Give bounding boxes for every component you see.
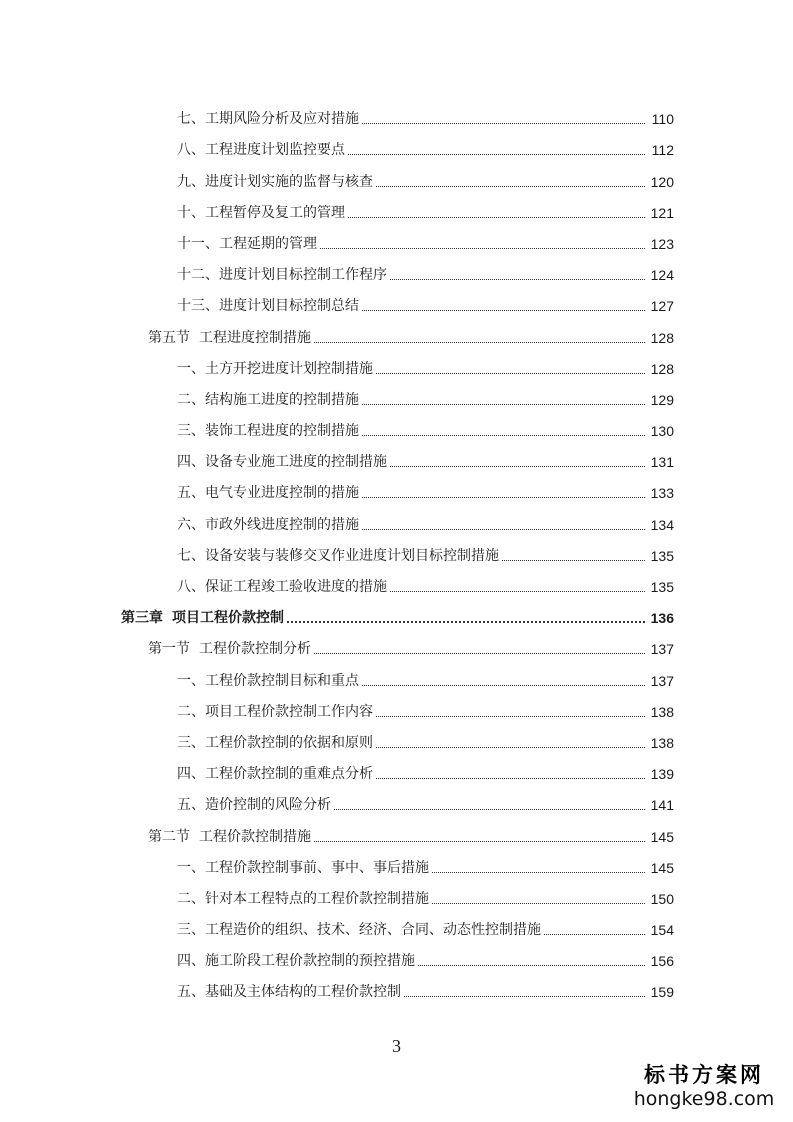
toc-page-number: 135 xyxy=(650,579,674,595)
toc-entry-title xyxy=(177,421,359,441)
toc-page-number: 110 xyxy=(651,111,674,128)
toc-dot-leader xyxy=(390,279,645,280)
toc-entry-text: 工程进度计划监控要点 xyxy=(205,142,345,159)
toc-entry-title xyxy=(177,764,373,784)
toc-section-entry xyxy=(0,628,793,659)
toc-entry-title xyxy=(177,109,359,129)
toc-entry-number: 五、 xyxy=(177,797,205,814)
toc-page-number: 145 xyxy=(650,828,674,845)
toc-page-number: 137 xyxy=(650,672,674,689)
toc-entry-text: 工程价款控制的依据和原则 xyxy=(205,734,373,751)
toc-page-number: 141 xyxy=(650,797,674,814)
toc-dot-leader xyxy=(348,217,645,218)
toc-page-number: 145 xyxy=(650,859,674,876)
toc-item-entry xyxy=(0,691,793,722)
toc-entry-number: 四、 xyxy=(177,953,205,970)
toc-entry-number: 二、 xyxy=(177,703,205,720)
toc-entry-text: 进度计划目标控制工作程序 xyxy=(219,267,387,284)
toc-dot-leader xyxy=(348,154,645,155)
toc-entry-title xyxy=(177,483,359,503)
toc-item-entry xyxy=(0,472,793,503)
toc-dot-leader xyxy=(320,248,645,249)
toc-page-number: 112 xyxy=(651,142,674,159)
toc-entry-number: 三、 xyxy=(177,423,205,440)
toc-entry-title xyxy=(177,390,359,410)
toc-entry-number: 五、 xyxy=(177,485,205,502)
toc-page-number: 128 xyxy=(650,329,674,346)
toc-page-number: 121 xyxy=(650,204,674,221)
toc-item-entry xyxy=(0,971,793,1002)
toc-dot-leader xyxy=(362,123,645,124)
toc-page-number: 131 xyxy=(650,454,674,471)
watermark-brand: 标书方案网 xyxy=(644,1063,764,1087)
toc-page-number: 159 xyxy=(650,984,674,1001)
toc-entry-title xyxy=(177,733,373,753)
toc-entry-text: 市政外线进度控制的措施 xyxy=(205,516,359,533)
toc-entry-title xyxy=(177,858,429,878)
toc-entry-number: 五、 xyxy=(177,984,205,1001)
toc-entry-text: 电气专业进度控制的措施 xyxy=(205,485,359,502)
toc-entry-text: 施工阶段工程价款控制的预控措施 xyxy=(205,953,415,970)
toc-entry-text: 保证工程竣工验收进度的措施 xyxy=(205,579,387,595)
watermark-url: hongke98.com xyxy=(633,1088,775,1110)
toc-entry-number: 十、 xyxy=(177,204,205,221)
toc-dot-leader xyxy=(287,621,645,623)
toc-item-entry xyxy=(0,722,793,753)
toc-item-entry xyxy=(0,192,793,223)
toc-page-number: 133 xyxy=(650,485,674,502)
toc-entry-number: 十二、 xyxy=(177,267,219,284)
toc-item-entry xyxy=(0,940,793,971)
toc-page-number: 135 xyxy=(650,547,674,564)
toc-entry-number: 七、 xyxy=(177,547,205,564)
toc-entry-text: 进度计划实施的监督与核查 xyxy=(205,173,373,190)
toc-entry-title xyxy=(121,608,284,628)
toc-entry-number: 第三章 xyxy=(121,610,163,627)
toc-entry-number: 四、 xyxy=(177,766,205,783)
toc-entry-title xyxy=(148,639,311,659)
toc-dot-leader xyxy=(544,934,645,935)
toc-entry-number: 一、 xyxy=(177,859,205,876)
toc-entry-text: 工程价款控制事前、事中、事后措施 xyxy=(205,859,429,876)
toc-entry-text: 结构施工进度的控制措施 xyxy=(205,391,359,408)
toc-dot-leader xyxy=(376,716,645,717)
table-of-contents xyxy=(0,98,793,1002)
toc-entry-number: 一、 xyxy=(177,360,205,377)
toc-entry-number: 第二节 xyxy=(148,828,190,845)
toc-entry-title xyxy=(177,515,359,535)
toc-entry-title xyxy=(177,702,373,722)
toc-entry-title xyxy=(177,982,401,1002)
toc-page-number: 150 xyxy=(650,890,674,907)
toc-dot-leader xyxy=(376,186,645,187)
toc-dot-leader xyxy=(314,653,645,654)
toc-item-entry xyxy=(0,503,793,534)
toc-entry-text: 工程价款控制的重难点分析 xyxy=(205,766,373,783)
toc-section-entry xyxy=(0,316,793,347)
toc-entry-title xyxy=(177,234,317,254)
toc-entry-number: 四、 xyxy=(177,454,205,471)
watermark-logo xyxy=(629,1062,779,1110)
toc-item-entry xyxy=(0,909,793,940)
toc-item-entry xyxy=(0,535,793,566)
toc-item-entry xyxy=(0,847,793,878)
toc-item-entry xyxy=(0,566,793,597)
toc-entry-text: 工程暂停及复工的管理 xyxy=(205,204,345,221)
toc-entry-number: 三、 xyxy=(177,922,205,939)
toc-entry-title xyxy=(177,203,345,223)
toc-entry-text: 工程进度控制措施 xyxy=(199,329,311,346)
page-number: 3 xyxy=(392,1036,401,1056)
toc-dot-leader xyxy=(314,342,645,343)
toc-page-number: 130 xyxy=(650,423,674,440)
toc-section-entry xyxy=(0,815,793,846)
toc-entry-number: 二、 xyxy=(177,391,205,408)
toc-item-entry xyxy=(0,98,793,129)
toc-entry-text: 装饰工程进度的控制措施 xyxy=(205,423,359,440)
toc-entry-text: 设备专业施工进度的控制措施 xyxy=(205,454,387,471)
toc-page-number: 154 xyxy=(650,922,674,939)
toc-entry-text: 工程价款控制目标和重点 xyxy=(205,672,359,689)
toc-item-entry xyxy=(0,441,793,472)
toc-page-number: 136 xyxy=(650,610,674,627)
toc-entry-text: 工程价款控制分析 xyxy=(199,641,311,658)
toc-page-number: 138 xyxy=(650,703,674,720)
toc-page-number: 127 xyxy=(650,298,674,315)
toc-entry-number: 第一节 xyxy=(148,641,190,658)
toc-item-entry xyxy=(0,254,793,285)
toc-dot-leader xyxy=(362,435,645,436)
toc-entry-title xyxy=(177,577,387,597)
toc-item-entry xyxy=(0,348,793,379)
toc-entry-title xyxy=(148,827,311,847)
toc-entry-title xyxy=(148,328,311,348)
toc-entry-text: 工程造价的组织、技术、经济、合同、动态性控制措施 xyxy=(205,922,541,939)
toc-item-entry xyxy=(0,410,793,441)
toc-dot-leader xyxy=(362,529,645,530)
toc-item-entry xyxy=(0,379,793,410)
toc-dot-leader xyxy=(502,560,645,561)
toc-entry-title xyxy=(177,265,387,285)
toc-dot-leader xyxy=(362,310,645,311)
toc-dot-leader xyxy=(390,466,645,467)
toc-dot-leader xyxy=(362,685,645,686)
toc-entry-number: 三、 xyxy=(177,734,205,751)
toc-chapter-entry xyxy=(0,597,793,628)
toc-page-number: 124 xyxy=(650,267,674,284)
toc-item-entry xyxy=(0,659,793,690)
toc-entry-number: 十三、 xyxy=(177,298,219,315)
toc-dot-leader xyxy=(376,778,645,779)
toc-entry-number: 七、 xyxy=(177,111,205,128)
toc-entry-text: 工程价款控制措施 xyxy=(199,828,311,845)
toc-entry-text: 基础及主体结构的工程价款控制 xyxy=(205,984,401,1001)
toc-item-entry xyxy=(0,129,793,160)
toc-entry-title xyxy=(177,795,331,815)
toc-entry-number: 九、 xyxy=(177,173,205,190)
toc-entry-text: 工程延期的管理 xyxy=(219,235,317,252)
toc-entry-number: 二、 xyxy=(177,890,205,907)
toc-dot-leader xyxy=(404,996,645,997)
toc-entry-text: 项目工程价款控制工作内容 xyxy=(205,703,373,720)
toc-page-number: 120 xyxy=(650,173,674,190)
toc-entry-title xyxy=(177,546,499,566)
toc-entry-text: 造价控制的风险分析 xyxy=(205,797,331,814)
toc-page-number: 138 xyxy=(650,734,674,751)
toc-entry-number: 第五节 xyxy=(148,329,190,346)
toc-dot-leader xyxy=(432,872,645,873)
toc-entry-number: 六、 xyxy=(177,516,205,533)
toc-entry-number: 十一、 xyxy=(177,235,219,252)
toc-page-number: 128 xyxy=(650,360,674,377)
toc-item-entry xyxy=(0,223,793,254)
toc-item-entry xyxy=(0,753,793,784)
toc-item-entry xyxy=(0,878,793,909)
toc-dot-leader xyxy=(418,965,645,966)
toc-page-number: 134 xyxy=(650,516,674,533)
toc-entry-number: 八、 xyxy=(177,579,205,595)
toc-entry-title xyxy=(177,140,345,160)
toc-entry-text: 针对本工程特点的工程价款控制措施 xyxy=(205,890,429,907)
toc-page-number: 123 xyxy=(650,235,674,252)
toc-page-number: 156 xyxy=(650,953,674,970)
toc-item-entry xyxy=(0,160,793,191)
toc-dot-leader xyxy=(334,809,645,810)
toc-entry-title xyxy=(177,951,415,971)
toc-entry-title xyxy=(177,920,541,940)
toc-entry-title xyxy=(177,671,359,691)
toc-item-entry xyxy=(0,784,793,815)
toc-entry-title xyxy=(177,172,373,192)
toc-entry-number: 八、 xyxy=(177,142,205,159)
toc-dot-leader xyxy=(432,903,645,904)
toc-entry-title xyxy=(177,452,387,472)
toc-entry-text: 项目工程价款控制 xyxy=(172,610,284,627)
toc-dot-leader xyxy=(362,497,645,498)
toc-entry-title xyxy=(177,889,429,909)
toc-entry-text: 工期风险分析及应对措施 xyxy=(205,111,359,128)
toc-entry-title xyxy=(177,359,373,379)
toc-page-number: 139 xyxy=(650,766,674,783)
toc-item-entry xyxy=(0,285,793,316)
toc-entry-text: 进度计划目标控制总结 xyxy=(219,298,359,315)
toc-dot-leader xyxy=(314,841,645,842)
toc-entry-number: 一、 xyxy=(177,672,205,689)
toc-dot-leader xyxy=(376,747,645,748)
toc-entry-text: 设备安装与装修交叉作业进度计划目标控制措施 xyxy=(205,547,499,564)
toc-dot-leader xyxy=(390,591,645,592)
toc-dot-leader xyxy=(376,373,645,374)
toc-dot-leader xyxy=(362,404,645,405)
toc-entry-title xyxy=(177,296,359,316)
toc-page-number: 137 xyxy=(650,641,674,658)
toc-entry-text: 土方开挖进度计划控制措施 xyxy=(205,360,373,377)
toc-page-number: 129 xyxy=(650,391,674,408)
